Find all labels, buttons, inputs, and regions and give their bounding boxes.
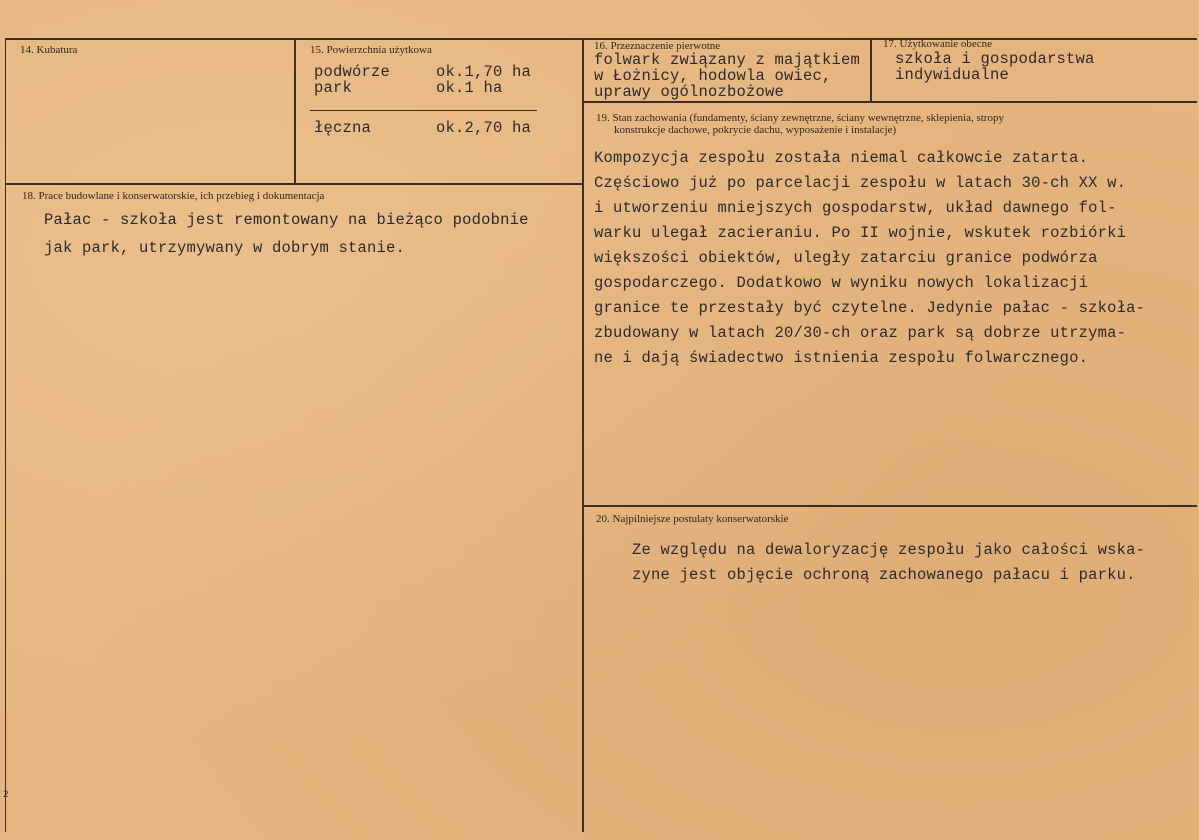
postulate-line: zyne jest objęcie ochroną zachowanego pałacu i parku. [632,566,1136,584]
original-use-line: uprawy ogólnozbożowe [594,83,785,101]
original-use-line: w Łożnicy, hodowla owiec, [594,67,832,85]
area-row-name: park [314,79,353,97]
works-line: jak park, utrzymywany w dobrym stanie. [44,239,406,257]
current-use-line: indywidualne [895,66,1010,84]
section-15-label: 15. Powierzchnia użytkowa [310,44,432,56]
current-use-line: szkoła i gospodarstwa [895,50,1095,68]
section-20-label: 20. Najpilniejsze postulaty konserwatorskie [596,513,789,525]
original-use-line: folwark związany z majątkiem [594,51,861,69]
area-row-value: ok.1,70 ha [436,63,532,81]
area-row-name: podwórze [314,63,391,81]
section-18-label: 18. Prace budowlane i konserwatorskie, ich przebieg i dokumentacja [22,190,325,202]
condition-line: granice te przestały być czytelne. Jedynie pałac - szkoła- [594,299,1146,317]
condition-line: warku ulegał zacieraniu. Po II wojnie, wskutek rozbiórki [594,224,1127,242]
condition-line: Kompozycja zespołu została niemal całkowcie zatarta. [594,149,1089,167]
condition-line: większości obiektów, uległy zatarciu granice podwórza [594,249,1098,267]
condition-line: ne i dają świadectwo istnienia zespołu folwarcznego. [594,349,1089,367]
divider-16-17 [870,38,872,102]
section-17-label: 17. Użytkowanie obecne [883,38,993,50]
rule-under-16-17 [583,101,1197,103]
area-row-value: ok.2,70 ha [436,119,532,137]
left-edge [5,38,6,832]
divider-14-15 [294,38,296,184]
section-19-label-cont: konstrukcje dachowe, pokrycie dachu, wyposażenie i instalacje) [614,124,897,136]
rule-in-15 [310,110,537,111]
section-14-label: 14. Kubatura [20,44,78,56]
area-row-name: łęczna [314,119,372,137]
works-line: Pałac - szkoła jest remontowany na bieżąco podobnie [44,211,529,229]
postulate-line: Ze względu na dewaloryzację zespołu jako całości wska- [632,541,1146,559]
condition-line: zbudowany w latach 20/30-ch oraz park są dobrze utrzyma- [594,324,1127,342]
section-19-label: 19. Stan zachowania (fundamenty, ściany zewnętrzne, ściany wewnętrzne, sklepienia, stropy [596,112,1004,124]
condition-line: gospodarczego. Dodatkowo w wyniku nowych lokalizacji [594,274,1089,292]
edge-mark: 2 [3,790,9,800]
area-row-value: ok.1 ha [436,79,503,97]
center-divider [582,38,584,832]
condition-line: Częściowo już po parcelacji zespołu w latach 30-ch XX w. [594,174,1127,192]
section-16-label: 16. Przeznaczenie pierwotne [594,40,721,52]
rule-above-18 [5,183,583,185]
condition-line: i utworzeniu mniejszych gospodarstw, układ dawnego fol- [594,199,1117,217]
rule-above-20 [583,505,1197,507]
